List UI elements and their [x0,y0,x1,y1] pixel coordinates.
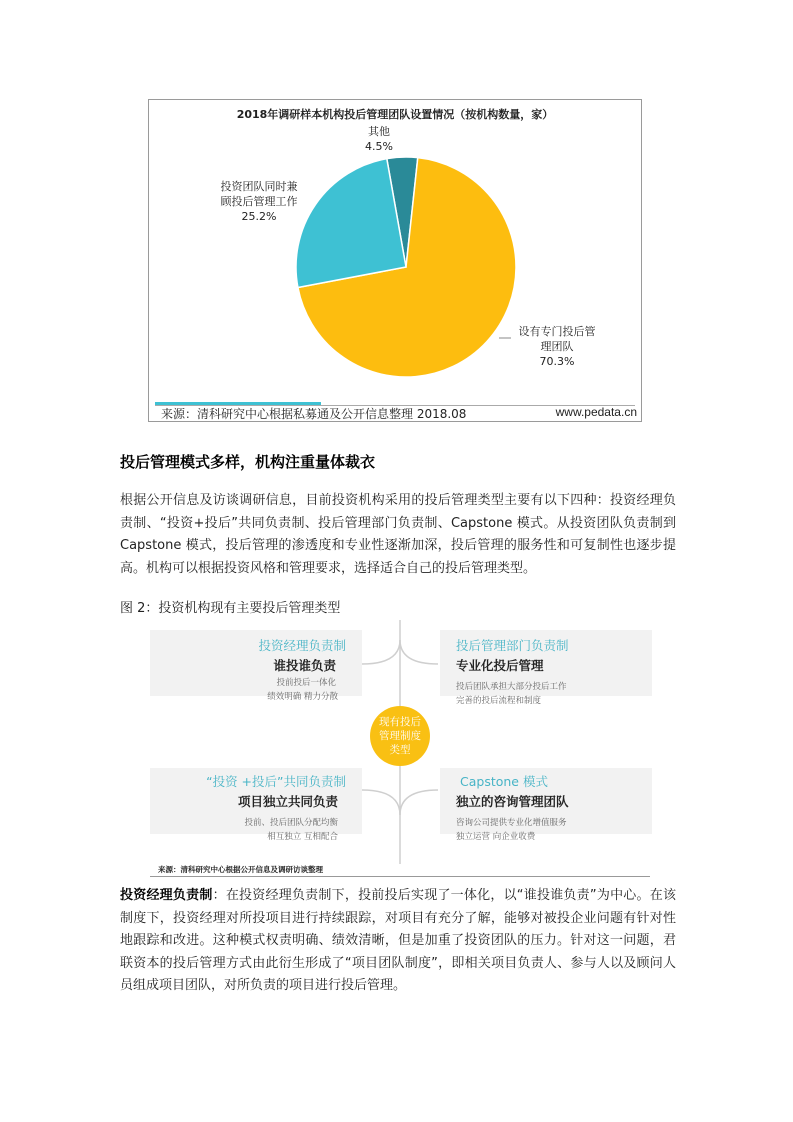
paragraph-1: 根据公开信息及访谈调研信息，目前投资机构采用的投后管理类型主要有以下四种：投资经理负责制、“投资+投后”共同负责制、投后管理部门负责制、Capstone 模式。从投资团队负责制到 Capstone 模式，投后管理的渗透度和专业性逐渐加深，投后管理的服务性和可复制性也逐步提高。机构可以根据投资风格和管理要求，选择适合自己的投后管理类型。 [120,493,676,576]
card-investment-manager [150,630,362,702]
chart-title: 2018年调研样本机构投后管理团队设置情况（按机构数量，家） [236,108,554,121]
diagram-center-circle: 现有投后 管理制度 类型 [370,706,430,766]
card-title: 投资经理负责制 [258,638,346,653]
card-detail: 相互独立 互相配合 [267,832,338,842]
figure-caption: 图 2：投资机构现有主要投后管理类型 [120,601,341,616]
card-detail: 绩效明确 精力分散 [267,692,338,702]
management-types-diagram [150,620,650,877]
card-subtitle: 独立的咨询管理团队 [456,794,569,809]
section-heading: 投后管理模式多样，机构注重量体裁衣 [120,453,376,471]
card-detail: 投后团队承担大部分投后工作 [456,682,567,692]
chart-source: 来源：清科研究中心根据私募通及公开信息整理 2018.08 [161,407,467,421]
card-title: Capstone 模式 [460,774,548,789]
paragraph-2 [120,885,676,998]
card-title: “投资 +投后”共同负责制 [206,774,346,789]
paragraph-2-body: ：在投资经理负责制下，投前投后实现了一体化，以“谁投谁负责”为中心。在该制度下，投资经理对所投项目进行持续跟踪，对项目有充分了解，能够对被投企业问题有针对性地跟踪和改进。这种模式权责明确、绩效清晰，但是加重了投资团队的压力。针对这一问题，君联资本的投后管理方式由此衍生形成了“项目团队制度”，即相关项目负责人、参与人以及顾问人员组成项目团队，对所负责的项目进行投后管理。 [120,888,676,993]
card-subtitle: 项目独立共同负责 [237,794,338,809]
paragraph-2-lead: 投资经理负责制 [120,888,213,903]
slice-label-other: 其他 4.5% [365,125,393,153]
slice-label-investment-team: 投资团队同时兼 顾投后管理工作 25.2% [220,180,298,223]
card-detail: 独立运营 向企业收费 [456,832,536,842]
card-subtitle: 专业化投后管理 [456,658,544,673]
card-detail: 投前、投后团队分配均衡 [244,818,338,828]
card-subtitle: 谁投谁负责 [273,658,336,673]
diagram-divider [150,876,650,877]
card-capstone [440,768,652,842]
chart-site: www.pedata.cn [555,405,637,419]
card-detail: 完善的投后流程和制度 [456,696,542,706]
pie-chart-figure [148,99,642,422]
card-title: 投后管理部门负责制 [456,638,569,653]
pie-slice-investment-team [296,159,406,288]
card-detail: 咨询公司提供专业化增值服务 [456,818,567,828]
card-joint-responsibility [150,768,362,842]
card-post-investment-dept [440,630,652,706]
diagram-source: 来源：清科研究中心根据公开信息及调研访谈整理 [158,865,323,874]
card-detail: 投前投后一体化 [276,678,336,688]
slice-label-dedicated-team: 设有专门投后管 理团队 70.3% [518,325,596,368]
